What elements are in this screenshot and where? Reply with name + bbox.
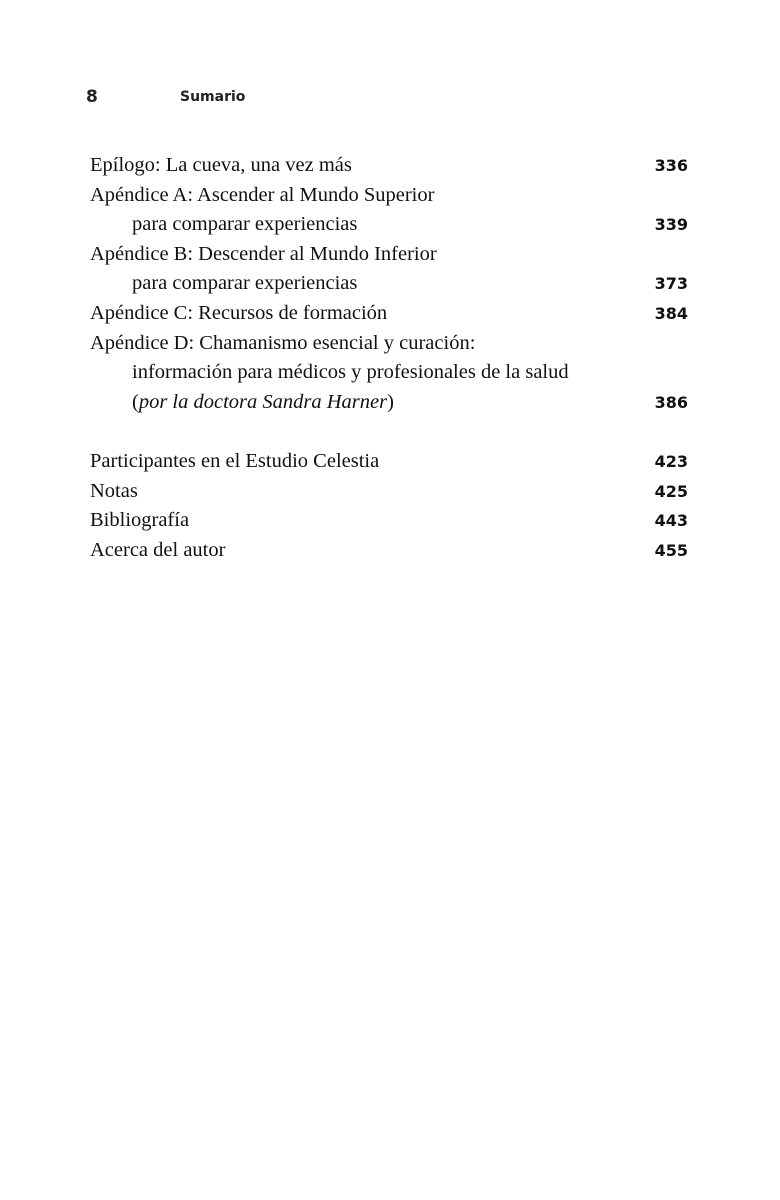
toc-entry-bibliografia: [90, 506, 688, 536]
toc-entry-title: Participantes en el Estudio Celestia: [90, 449, 380, 472]
toc-entry-title: Apéndice D: Chamanismo esencial y curación:: [90, 331, 476, 354]
toc-entry-notas: [90, 477, 688, 507]
toc-entry-title: Epílogo: La cueva, una vez más: [90, 154, 352, 176]
toc-entry-title: Bibliografía: [90, 509, 190, 532]
section-title: Sumario: [180, 89, 246, 105]
toc-entry-page: 423: [654, 451, 688, 471]
toc-entry-apendice-a-continued: [90, 210, 688, 240]
table-of-contents: [90, 151, 688, 565]
toc-entry-page: 384: [654, 303, 688, 323]
toc-entry-apendice-c: [90, 299, 688, 329]
author-credit: por la doctora Sandra Harner: [138, 390, 388, 413]
toc-entry-title-continued: para comparar experiencias: [132, 272, 358, 295]
toc-entry-participantes: [90, 447, 688, 477]
toc-entry-title: Notas: [90, 479, 138, 502]
toc-entry-page: 425: [654, 481, 688, 501]
page-number: 8: [86, 87, 98, 107]
toc-entry-author-line: [90, 388, 394, 418]
toc-entry-apendice-b-continued: [90, 269, 688, 299]
toc-entry-title: Apéndice B: Descender al Mundo Inferior: [90, 242, 437, 265]
toc-entry-title-continued: para comparar experiencias: [132, 213, 358, 236]
toc-entry-apendice-d-author: [90, 388, 688, 418]
toc-entry-acerca: [90, 536, 688, 566]
toc-entry-apendice-a: [90, 181, 688, 211]
toc-entry-apendice-b: [90, 240, 688, 270]
author-paren-close: ): [387, 390, 394, 413]
author-paren-open: (: [132, 390, 139, 413]
toc-entry-page: 339: [654, 215, 688, 235]
toc-entry-title: Apéndice C: Recursos de formación: [90, 301, 388, 324]
toc-entry-page: 386: [654, 392, 688, 412]
toc-entry-title: Acerca del autor: [90, 538, 226, 561]
toc-entry-page: 443: [654, 511, 688, 531]
toc-entry-page: 336: [654, 156, 688, 175]
toc-entry-title: Apéndice A: Ascender al Mundo Superior: [90, 183, 435, 206]
toc-entry-apendice-d: [90, 329, 688, 359]
toc-entry-title-continued: información para médicos y profesionales de la salud: [132, 361, 569, 384]
toc-entry-page: 455: [654, 540, 688, 560]
toc-entry-page: 373: [654, 274, 688, 294]
toc-entry-epilogo: [90, 151, 688, 181]
toc-entry-apendice-d-continued: [90, 358, 688, 388]
